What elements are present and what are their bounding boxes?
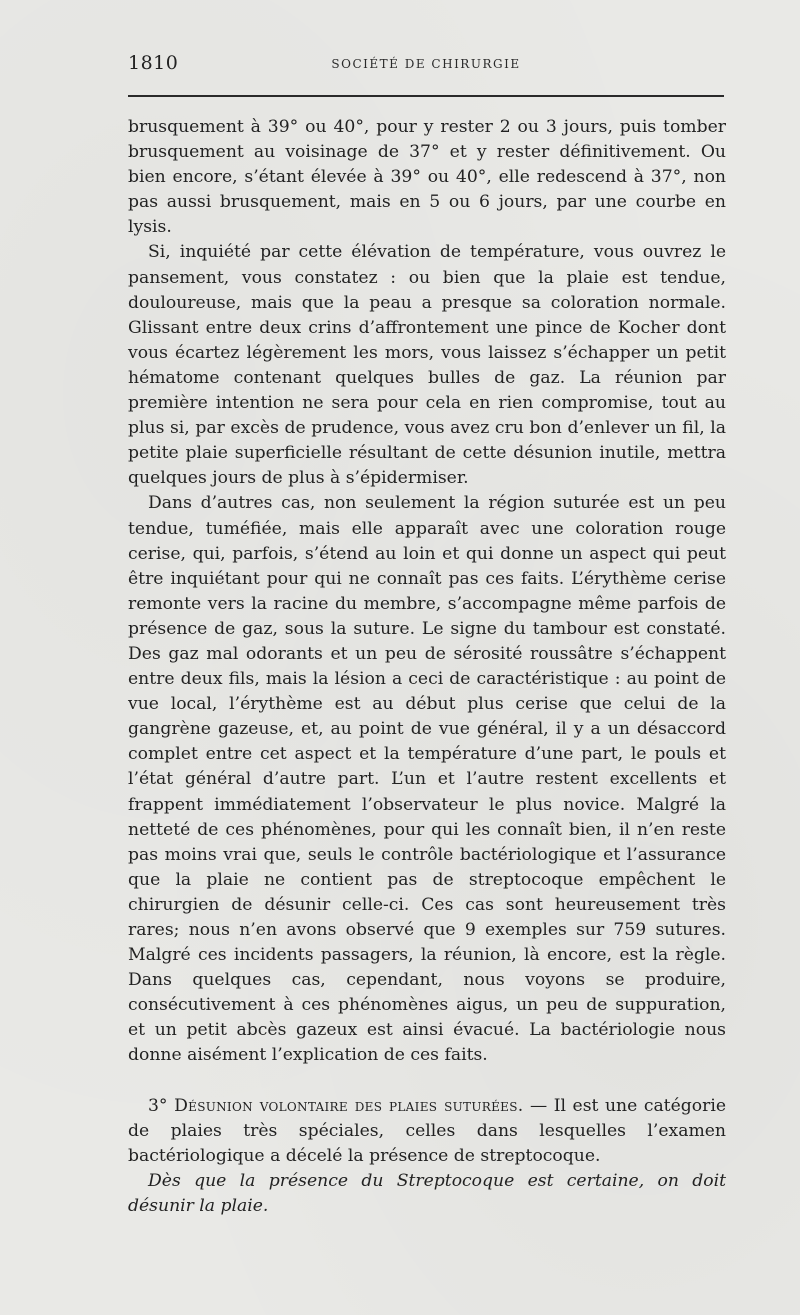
body-text bbox=[128, 115, 726, 1219]
running-title: SOCIÉTÉ DE CHIRURGIE bbox=[331, 57, 521, 71]
paragraph-1: brusquement à 39° ou 40°, pour y rester 2 ou 3 jours, puis tomber brusquement au voisinage de 37° et y rester définitivement. Ou bien encore, s’étant élevée à 39° ou 40°, elle redescend à 37°, non pas aussi brusquement, mais en 5 ou 6 jours, par une courbe en lysis. bbox=[128, 117, 726, 238]
page-number: 1810 bbox=[128, 52, 179, 74]
conclusion-paragraph: Dès que la présence du Streptocoque est certaine, on doit désunir la plaie. bbox=[128, 1170, 726, 1216]
page-header bbox=[128, 52, 724, 82]
section-text: — Il est une catégorie de plaies très spéciales, celles dans lesquelles l’examen bactériologique a décelé la présence de streptocoque. bbox=[128, 1095, 726, 1166]
section-number: 3° bbox=[148, 1095, 168, 1116]
header-rule bbox=[128, 95, 724, 97]
paragraph-3: Dans d’autres cas, non seulement la région suturée est un peu tendue, tuméfiée, mais elle apparaît avec une coloration rouge cerise, qui, parfois, s’étend au loin et qui donne un aspect qui peut être inquiétant pour qui ne connaît pas ces faits. L’érythème cerise remonte vers la racine du membre, s’accompagne même parfois de présence de gaz, sous la suture. Le signe du tambour est constaté. Des gaz mal odorants et un peu de sérosité roussâtre s’échappent entre deux fils, mais la lésion a ceci de caractéristique : au point de vue local, l’érythème est au début plus cerise que celui de la gangrène gazeuse, et, au point de vue général, il y a un désaccord complet entre cet aspect et la température d’une part, le pouls et l’état général d’autre part. L’un et l’autre restent excellents et frappent immédiatement l’observateur le plus novice. Malgré la netteté de ces phénomènes, pour qui les connaît bien, il n’en reste pas moins vrai que, seuls le contrôle bactériologique et l’assurance que la plaie ne contient pas de streptocoque empêchent le chirurgien de désunir celle-ci. Ces cas sont heureusement très rares; nous n’en avons observé que 9 exemples sur 759 sutures. Malgré ces incidents passagers, la réunion, là encore, est la règle. Dans quelques cas, cependant, nous voyons se produire, consécutivement à ces phénomènes aigus, un peu de suppuration, et un petit abcès gazeux est ainsi évacué. La bactériologie nous donne aisément l’explication de ces faits. bbox=[128, 493, 726, 1066]
section-paragraph bbox=[128, 1094, 726, 1169]
section-title: Désunion volontaire des plaies suturées. bbox=[174, 1095, 524, 1116]
paragraph-2: Si, inquiété par cette élévation de température, vous ouvrez le pansement, vous constatez : ou bien que la plaie est tendue, douloureuse, mais que la peau a presque sa coloration normale. Glissant entre deux crins d’affrontement une pince de Kocher dont vous écartez légèrement les mors, vous laissez s’échapper un petit hématome contenant quelques bulles de gaz. La réunion par première intention ne sera pour cela en rien compromise, tout au plus si, par excès de prudence, vous avez cru bon d’enlever un fil, la petite plaie superficielle résultant de cette désunion inutile, mettra quelques jours de plus à s’épidermiser. bbox=[128, 242, 726, 489]
